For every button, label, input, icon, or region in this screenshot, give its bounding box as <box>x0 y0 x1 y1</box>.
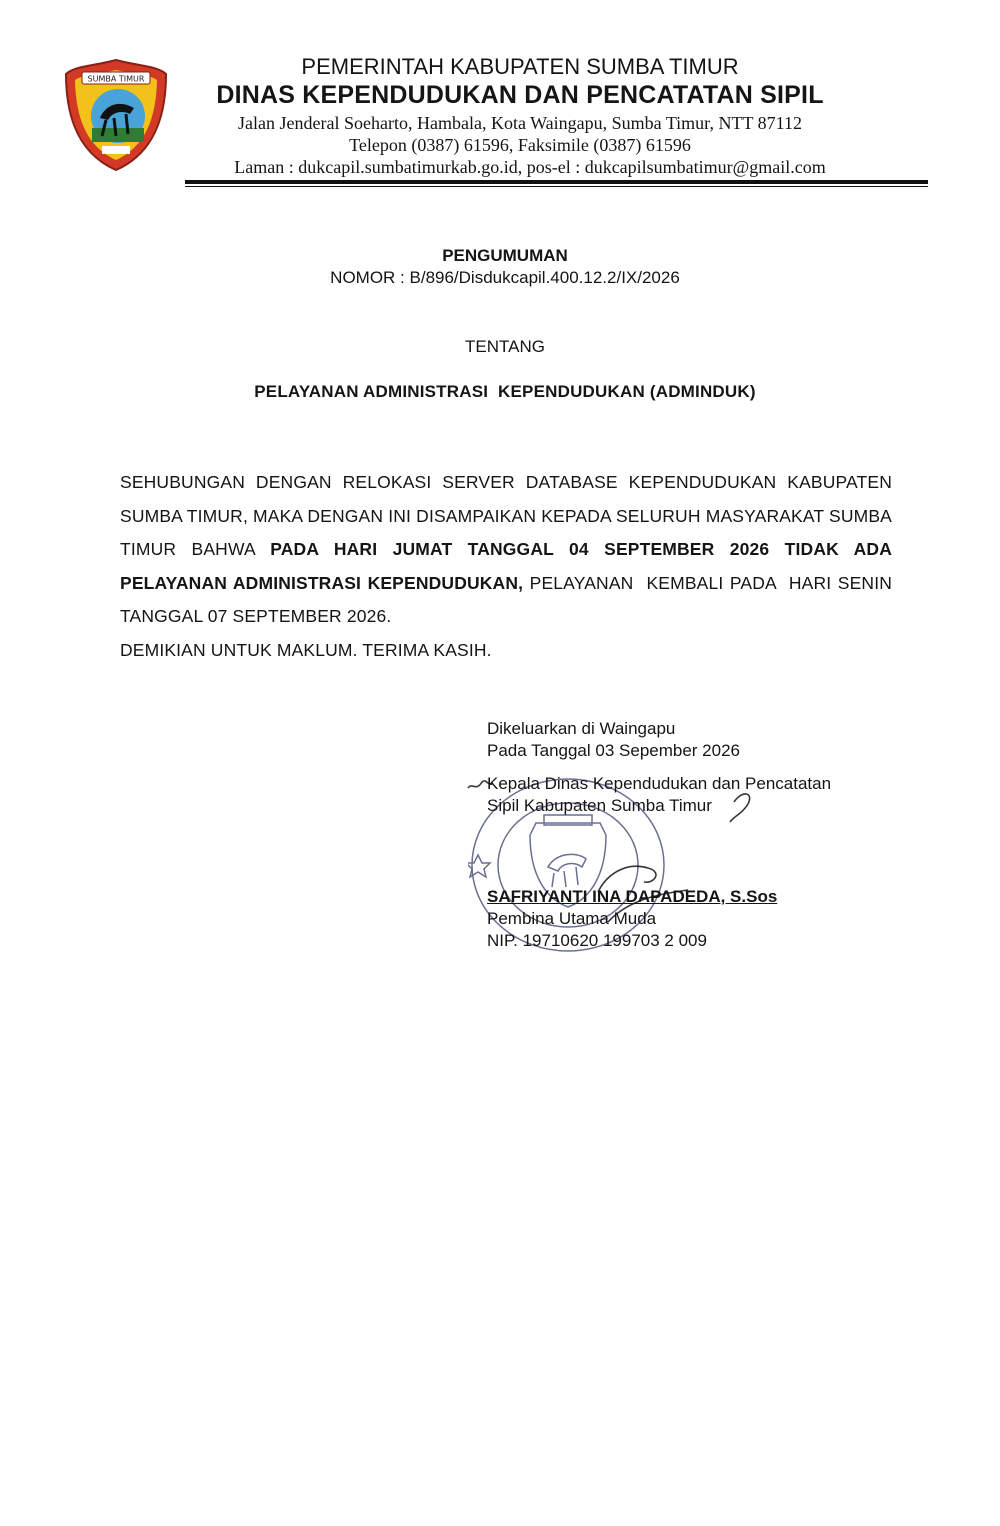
letterhead-rule-thick <box>185 180 928 184</box>
government-name: PEMERINTAH KABUPATEN SUMBA TIMUR <box>301 54 739 79</box>
paragraph-text-continued: PELAYANAN KEMBALI PADA HARI SENIN TANGGAL 07 SEPTEMBER 2026. <box>120 572 897 626</box>
paragraph-text: SEHUBUNGAN DENGAN RELOKASI SERVER DATABASE KEPENDUDUKAN KABUPATEN SUMBA TIMUR, MAKA DENGAN INI DISAMPAIKAN KEPADA SELURUH MASYARAKAT SUMBA TIMUR BAHWA <box>120 472 892 559</box>
agency-phone: Telepon (0387) 61596, Faksimile (0387) 61596 <box>349 135 691 155</box>
agency-website: Laman : dukcapil.sumbatimurkab.go.id, pos-el : dukcapilsumbatimur@gmail.com <box>234 157 826 177</box>
announcement-body <box>120 466 897 667</box>
closing-paragraph: DEMIKIAN UNTUK MAKLUM. TERIMA KASIH. <box>120 639 492 660</box>
letterhead-rule-thin <box>185 186 928 187</box>
signer-nip: NIP. 19710620 199703 2 009 <box>487 931 707 950</box>
signer-rank: Pembina Utama Muda <box>487 909 657 928</box>
signer-position-line1: Kepala Dinas Kependudukan dan Pencatatan <box>487 774 832 793</box>
announcement-paragraph <box>120 466 897 634</box>
paragraph-bold-text: PADA HARI JUMAT TANGGAL 04 SEPTEMBER 2026 TIDAK ADA PELAYANAN ADMINISTRASI KEPENDUDUKAN, <box>120 539 892 593</box>
document-subject: PELAYANAN ADMINISTRASI KEPENDUDUKAN (ADMINDUK) <box>254 382 756 401</box>
svg-text:SUMBA TIMUR: SUMBA TIMUR <box>87 74 145 84</box>
agency-name: DINAS KEPENDUDUKAN DAN PENCATATAN SIPIL <box>216 81 824 109</box>
issued-date: Pada Tanggal 03 Sepember 2026 <box>487 741 740 760</box>
document-about-label: TENTANG <box>465 337 545 356</box>
document-heading: PENGUMUMAN <box>442 246 568 265</box>
agency-address: Jalan Jenderal Soeharto, Hambala, Kota Waingapu, Sumba Timur, NTT 87112 <box>238 113 802 133</box>
signer-name: SAFRIYANTI INA DAPADEDA, S.Sos <box>487 887 778 906</box>
document-number: NOMOR : B/896/Disdukcapil.400.12.2/IX/2026 <box>330 268 680 287</box>
issued-place: Dikeluarkan di Waingapu <box>487 719 676 738</box>
signer-position-line2: Sipil Kabupaten Sumba Timur <box>487 796 712 815</box>
